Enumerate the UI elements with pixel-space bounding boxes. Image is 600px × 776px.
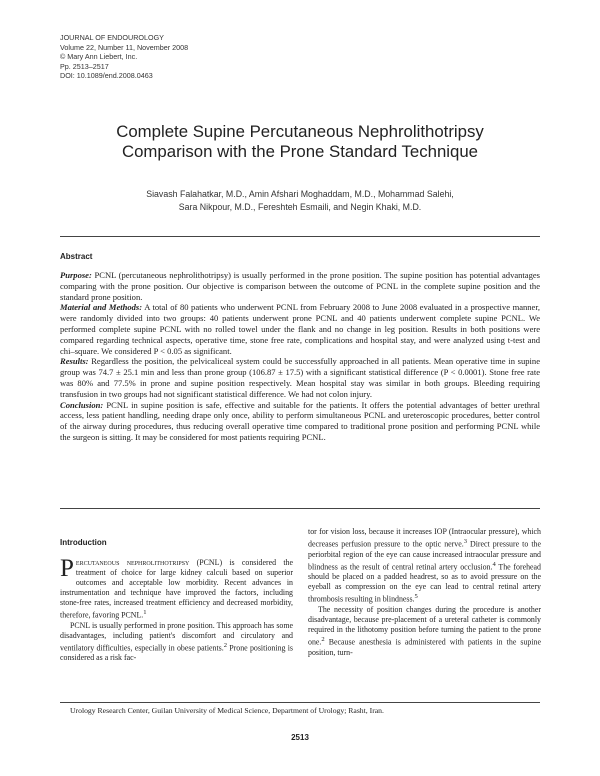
r2-text: The necessity of position changes during the procedure is another disadvantage, because pre-placement of a ureteral catheter is commonly required in the lithotomy position before turning the patient to the prone one.: [308, 604, 541, 647]
r1c-text: The forehead should be placed on a padded headrest, so as to avoid pressure on the eyeball as compression on the eye can lead to central retinal artery thrombosis resulting in blindness.: [308, 562, 541, 604]
title-line-2: Comparison with the Prone Standard Technique: [121, 142, 479, 161]
footnote-rule: [60, 702, 540, 703]
drop-cap: P: [60, 555, 74, 582]
purpose-text: PCNL (percutaneous nephrolithotripsy) is usually performed in the prone position. The supine position has potential advantages comparing with the prone position. Our objective is comparison between the outcome of PCNL in the complete supine position and the standard prone position.: [60, 270, 540, 302]
authors-line-2: Sara Nikpour, M.D., Fereshteh Esmaili, and Negin Khaki, M.D.: [178, 202, 422, 212]
ref-2[interactable]: 2: [223, 641, 227, 649]
methods-text: A total of 80 patients who underwent PCNL from February 2008 to June 2008 evaluated in a prospective manner, were randomly divided into two groups: 40 patients underwent prone PCNL and 40 patients underwent complete supine PCNL. We performed complete supine PCNL with no rolled towel under the flank and no change in leg position. Results in both positions were compared regarding technical aspects, operative time, stone free rate, complications and hospital stay, and were analyzed using t-test and chi–square. We considered P < 0.05 as significant.: [60, 302, 540, 356]
abstract-purpose: [60, 270, 540, 302]
introduction-heading: Introduction: [60, 538, 107, 547]
intro-smallcaps: ercutaneous nephrolithotripsy: [75, 558, 190, 567]
author-list: [60, 188, 540, 214]
abstract-body: [60, 270, 540, 443]
intro-paragraph-1: [60, 555, 293, 621]
journal-pages: Pp. 2513–2517: [60, 61, 109, 71]
results-text: Regardless the position, the pelvicaliceal system could be successfully approached in all patients. Mean operative time in supine group was 74.7 ± 25.1 min and less than prone group (106.87 ± 17.5) with a significant statistical difference (P < 0.0001). Stone free rate was 80% and 77.5% in prone and supine position respectively. Mean hospital stay was similar in both groups. Bleeding requiring transfusion in two groups had not significant statistical difference. We had not colon injury.: [60, 356, 541, 399]
affiliation-footnote: Urology Research Center, Guilan University of Medical Science, Department of Urology; Rasht, Iran.: [70, 706, 384, 715]
purpose-label: Purpose:: [60, 270, 92, 280]
article-title: [60, 122, 540, 162]
abstract-heading: Abstract: [60, 252, 93, 261]
intro-p1-text: (PCNL) is considered the treatment of choice for large kidney calculi based on superior outcomes and acceptable low morbidity. Recent advances in instrumentation and technique have improved the factors, including stone-free rates, increased treatment efficiency and decreased morbidity, therefore, favoring PCNL.: [60, 558, 293, 620]
results-label: Results:: [60, 356, 89, 367]
intro-paragraph-3: [308, 605, 541, 658]
journal-name: JOURNAL OF ENDOUROLOGY: [60, 33, 164, 42]
r2b-text: Because anesthesia is administered with patients in the supine position, turn-: [308, 637, 541, 657]
ref-3[interactable]: 3: [463, 538, 467, 545]
conclusion-text: PCNL in supine position is safe, effective and suitable for the patients. It offers the potential advantages of better urethral access, less patient handling, needing drape only once, ability to perform simultaneous PCNL and ureteroscopic procedures, better control of the airway during procedures, thus reducing overall operative time compared to traditional prone position and performing PCNL while the surgeon is sitting. It may be considered for most patients requiring PCNL.: [60, 399, 541, 442]
intro-paragraph-2-cont: [308, 527, 541, 605]
intro-p2-text: PCNL is usually performed in prone position. This approach has some disadvantages, including patient's discomfort and circulatory and ventilatory difficulties, especially in obese patients.: [60, 620, 293, 653]
ref-1[interactable]: 1: [143, 609, 147, 616]
ref-6[interactable]: 2: [321, 635, 325, 643]
r1b-text: Direct pressure to the periorbital region of the eye can cause increased intraocular pressure and blindness as the result of central retinal artery occlusion.: [308, 539, 541, 572]
journal-doi[interactable]: DOI: 10.1089/end.2008.0463: [60, 71, 153, 81]
title-line-1: Complete Supine Percutaneous Nephrolithotripsy: [116, 122, 484, 141]
page-number: 2513: [291, 733, 309, 742]
right-column: [308, 527, 541, 658]
intro-p2-end: Prone positioning is considered as a risk fac-: [60, 643, 293, 663]
abstract-bottom-rule: [60, 508, 540, 509]
ref-5[interactable]: 5: [414, 593, 418, 601]
methods-label: Material and Methods:: [60, 302, 143, 313]
abstract-conclusion: [60, 400, 540, 443]
journal-volume: Volume 22, Number 11, November 2008: [60, 42, 189, 52]
r1-text: tor for vision loss, because it increases IOP (Intraocular pressure), which decreases perfusion pressure to the optic nerve.: [308, 527, 541, 549]
abstract-top-rule: [60, 236, 540, 237]
conclusion-label: Conclusion:: [60, 399, 104, 410]
abstract-methods: [60, 302, 540, 356]
intro-paragraph-2: [60, 621, 293, 664]
ref-4[interactable]: 4: [492, 560, 496, 568]
abstract-results: [60, 356, 540, 399]
journal-header: [60, 33, 360, 81]
left-column: [60, 555, 293, 663]
authors-line-1: Siavash Falahatkar, M.D., Amin Afshari Moghaddam, M.D., Mohammad Salehi,: [146, 189, 454, 199]
journal-copyright: © Mary Ann Liebert, Inc.: [60, 52, 138, 62]
